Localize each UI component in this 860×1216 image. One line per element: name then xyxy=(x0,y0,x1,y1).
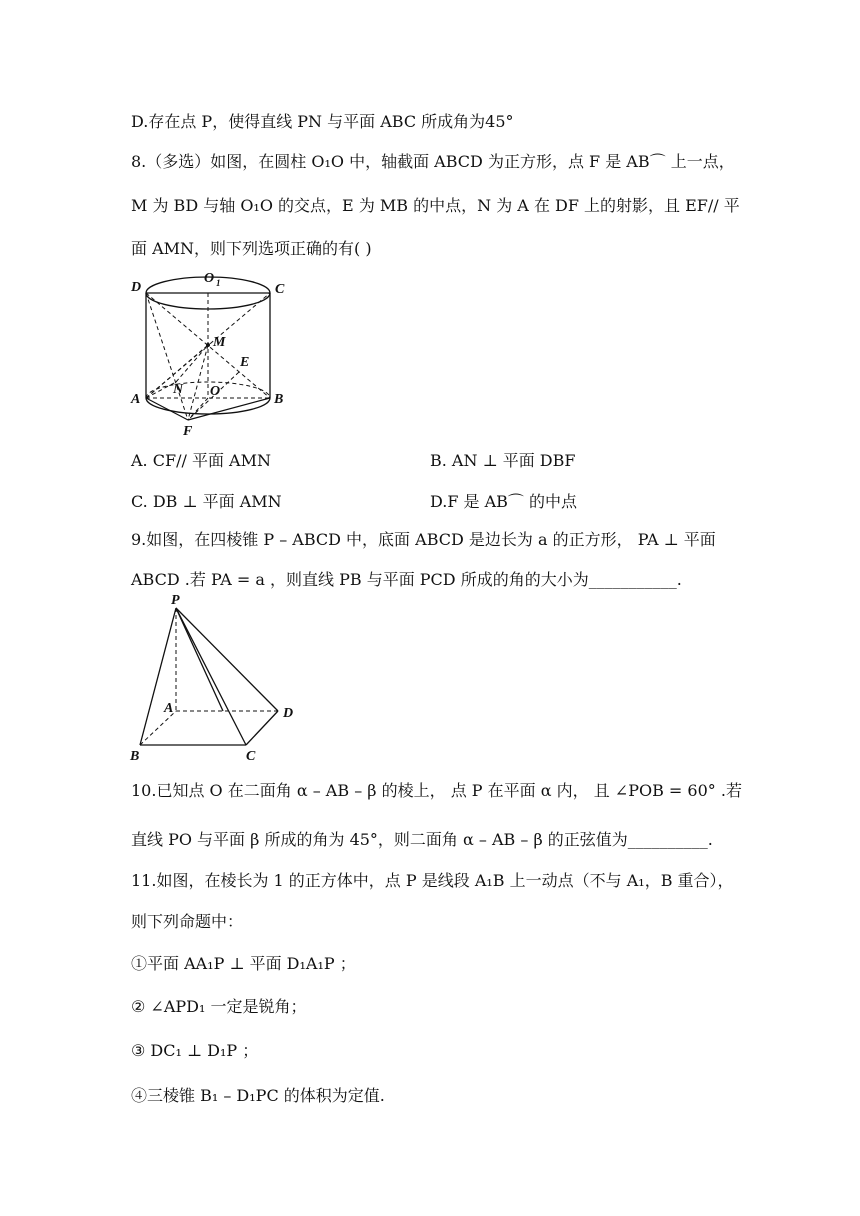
label-B: B xyxy=(274,392,284,407)
label-F: F xyxy=(183,424,193,439)
pyramid-diagram xyxy=(128,592,303,767)
label-C: C xyxy=(246,749,256,764)
q8-stem-line2: M 为 BD 与轴 O₁O 的交点，E 为 MB 的中点，N 为 A 在 DF 上的射影，且 EF// 平 xyxy=(131,196,740,215)
segment-CD xyxy=(246,711,278,745)
segment-PB xyxy=(140,608,176,745)
label-A: A xyxy=(164,701,174,716)
segment-BF xyxy=(188,398,270,420)
segment-NM xyxy=(176,345,208,382)
label-B: B xyxy=(130,749,140,764)
q11-item-4: ④三棱锥 B₁ – D₁PC 的体积为定值. xyxy=(131,1086,385,1105)
q11-stem-line1: 11.如图，在棱长为 1 的正方体中，点 P 是线段 A₁B 上一动点（不与 A₁，B 重合）， xyxy=(131,871,734,890)
label-O: O xyxy=(210,384,221,399)
q10-stem-line2: 直线 PO 与平面 β 所成的角为 45°，则二面角 α – AB – β 的正弦值为__________. xyxy=(131,830,713,849)
q8-option-b: B. AN ⊥ 平面 DBF xyxy=(430,451,576,470)
label-N: N xyxy=(173,382,184,397)
q9-stem-line1: 9.如图，在四棱锥 P – ABCD 中，底面 ABCD 是边长为 a 的正方形， PA ⊥ 平面 xyxy=(131,530,716,549)
q8-stem-line3: 面 AMN，则下列选项正确的有( ) xyxy=(131,239,372,258)
q11-item-3: ③ DC₁ ⊥ D₁P ； xyxy=(131,1041,259,1060)
q11-item-2: ② ∠APD₁ 一定是锐角； xyxy=(131,997,307,1016)
label-D: D xyxy=(283,706,294,721)
segment-AN xyxy=(146,382,176,398)
q11-stem-line2: 则下列命题中： xyxy=(131,912,244,931)
segment-P-mid xyxy=(176,608,223,711)
label-C: C xyxy=(275,282,285,297)
q8-option-a: A. CF// 平面 AMN xyxy=(131,451,271,470)
q8-cylinder-figure xyxy=(128,262,298,442)
label-D: D xyxy=(131,280,142,295)
label-O1: O xyxy=(204,271,215,286)
q10-stem-line1: 10.已知点 O 在二面角 α – AB – β 的棱上， 点 P 在平面 α 内， 且 ∠POB = 60° .若 xyxy=(131,781,742,800)
q8-option-d: D.F 是 AB⌒ 的中点 xyxy=(430,492,578,511)
q8-option-c: C. DB ⊥ 平面 AMN xyxy=(131,492,282,511)
q9-stem-line2: ABCD .若 PA = a ，则直线 PB 与平面 PCD 所成的角的大小为___________. xyxy=(131,570,682,589)
cylinder-diagram xyxy=(128,262,298,442)
label-M: M xyxy=(213,335,226,350)
q11-item-1: ①平面 AA₁P ⊥ 平面 D₁A₁P ； xyxy=(131,954,356,973)
label-E: E xyxy=(240,355,250,370)
q7-option-d: D.存在点 P，使得直线 PN 与平面 ABC 所成角为45° xyxy=(131,112,514,131)
label-O1-subscript: 1 xyxy=(216,278,221,288)
label-A: A xyxy=(131,392,141,407)
segment-PD xyxy=(176,608,278,711)
cylinder-bottom-front xyxy=(146,398,270,414)
segment-BA xyxy=(140,711,176,745)
point-M xyxy=(206,343,210,347)
label-P: P xyxy=(171,593,180,608)
q8-stem-line1: 8.（多选）如图，在圆柱 O₁O 中，轴截面 ABCD 为正方形，点 F 是 AB⌒ 上一点， xyxy=(131,152,735,171)
segment-PC xyxy=(176,608,246,745)
q9-pyramid-figure xyxy=(128,592,303,767)
